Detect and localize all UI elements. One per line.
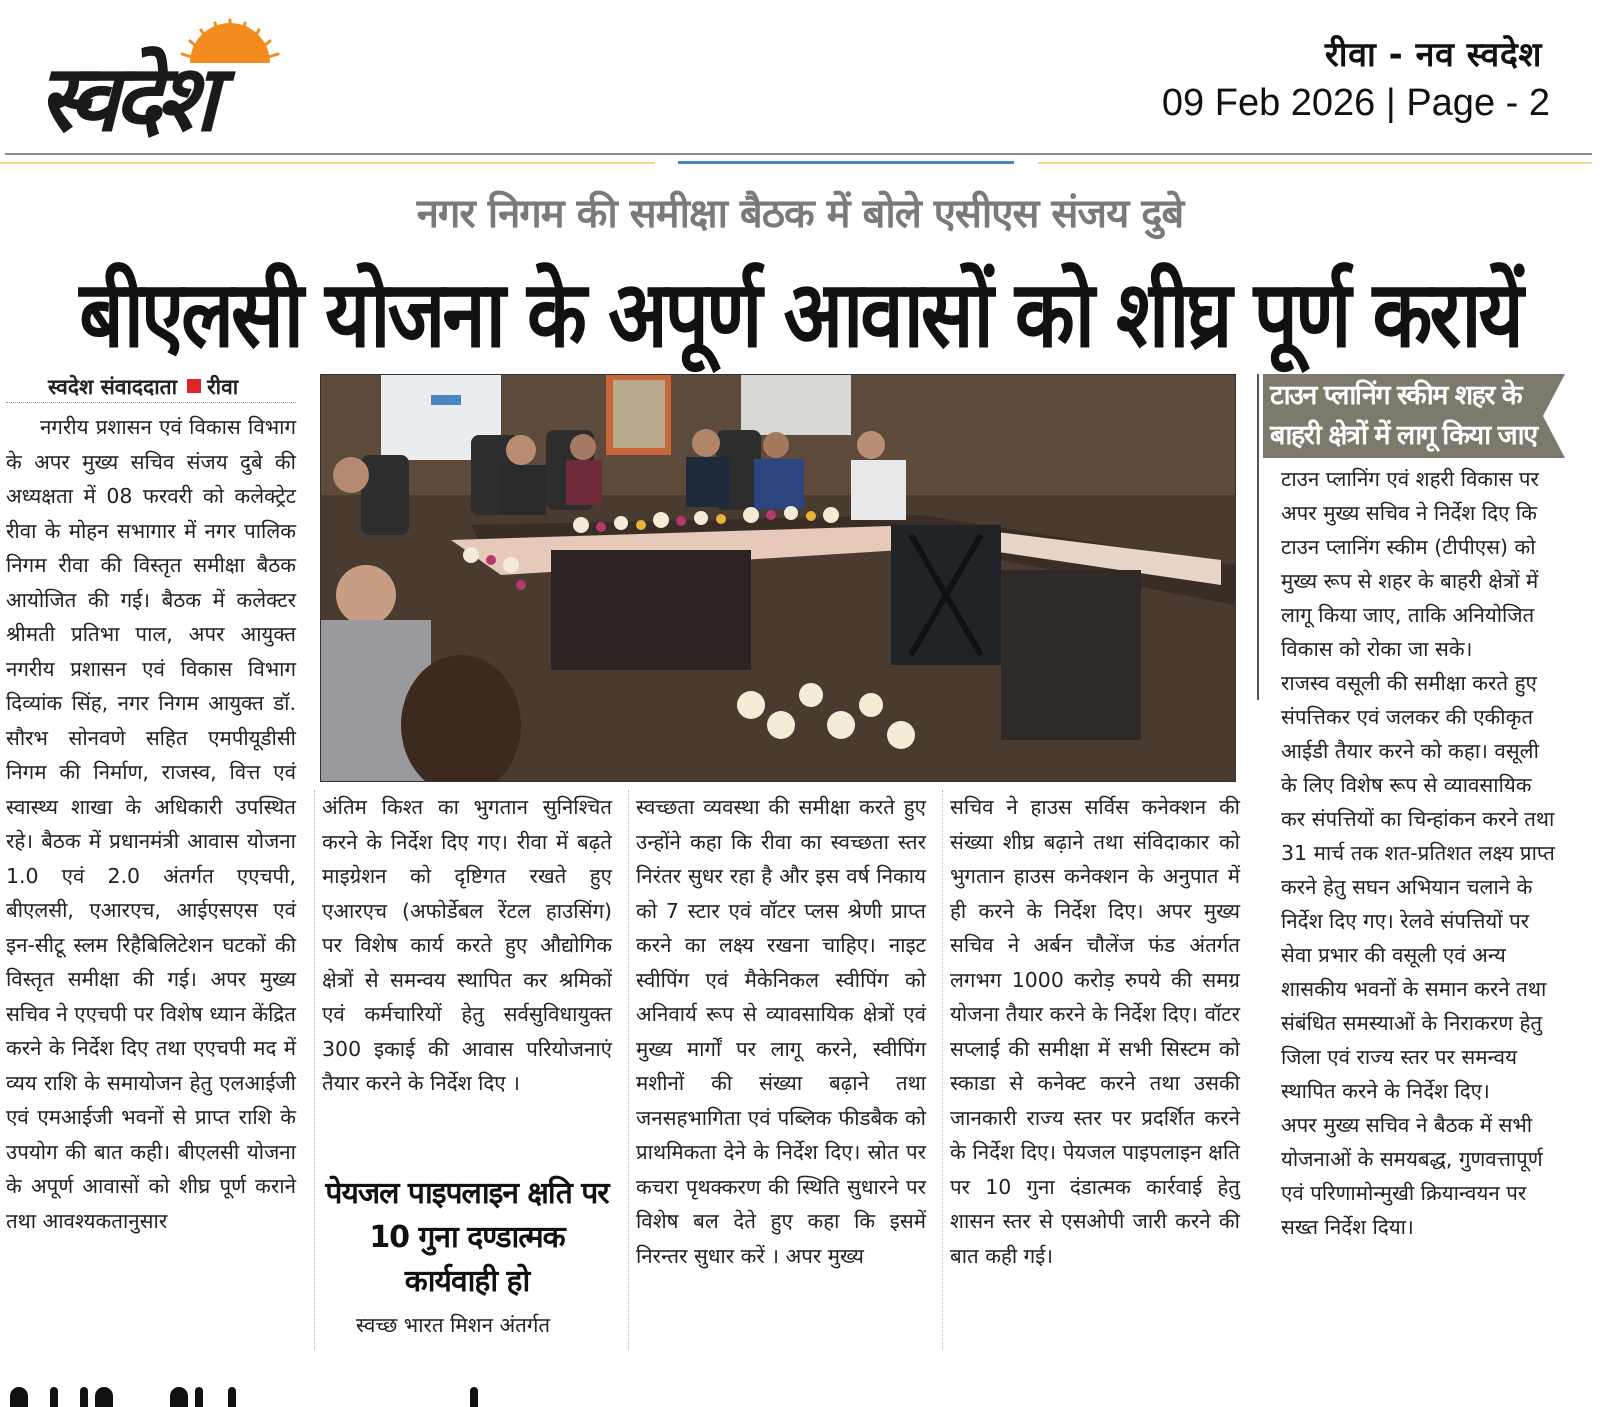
byline	[48, 373, 238, 401]
sidebar-heading-line-1: टाउन प्लानिंग स्कीम शहर के	[1270, 380, 1522, 411]
sidebar-heading-line-2: बाहरी क्षेत्रों में लागू किया जाए	[1270, 420, 1537, 451]
edition-name: रीवा - नव स्वदेश	[1324, 35, 1542, 75]
accent-rule-right	[1038, 162, 1592, 164]
masthead	[0, 0, 1600, 160]
article-column-2-continued: स्वच्छ भारत मिशन अंतर्गत	[356, 1313, 551, 1337]
article-column-1: नगरीय प्रशासन एवं विकास विभाग के अपर मुख्य सचिव संजय दुबे की अध्यक्षता में 08 फरवरी को कलेक्ट्रेट रीवा के मोहन सभागार में नगर पालिक निगम रीवा की विस्तृत समीक्षा बैठक आयोजित की गई। बैठक में कलेक्टर श्रीमती प्रतिभा पाल, अपर आयुक्त नगरीय प्रशासन एवं विकास विभाग दिव्यांक सिंह, नगर निगम आयुक्त डॉ. सौरभ सोनवणे सहित एमपीयूडीसी निगम की निर्माण, राजस्व, वित्त एवं स्वास्थ्य शाखा के अधिकारी उपस्थित रहे। बैठक में प्रधानमंत्री आवास योजना 1.0 एवं 2.0 अंतर्गत एएचपी, बीएलसी, एआरएच, आईएसएस एवं इन-सीटू स्लम रिहैबिलिटेशन घटकों की विस्तृत समीक्षा की गई। अपर मुख्य सचिव ने एएचपी पर विशेष ध्यान केंद्रित करने के निर्देश दिए तथा एएचपी मद में व्यय राशि के समायोजन हेतु एलआईजी एवं एमआईजी भवनों से प्राप्त राशि के उपयोग की बात कही। बीएलसी योजना के अपूर्ण आवासों को शीघ्र पूर्ण कराने तथा आवश्यकतानुसार	[6, 415, 296, 1233]
column-divider	[314, 790, 315, 1350]
sidebar-paragraph: राजस्व वसूली की समीक्षा करते हुए संपत्तिकर एवं जलकर की एकीकृत आईडी तैयार करने को कहा। वसूली के लिए विशेष रूप से व्यावसायिक कर संपत्तियों का चिन्हांकन करने तथा 31 मार्च तक शत-प्रतिशत लक्ष्य प्राप्त करने हेतु सघन अभियान चलाने के निर्देश दिए गए। रेलवे संपत्तियों पर सेवा प्रभार की वसूली एवं अन्य शासकीय भवनों के समान करने तथा संबंधित समस्याओं के निराकरण हेतु जिला एवं राज्य स्तर पर समन्वय स्थापित करने के निर्देश दिए।	[1281, 671, 1555, 1103]
sidebar-body	[1281, 462, 1561, 1244]
article-column-4: सचिव ने हाउस सर्विस कनेक्शन की संख्या शीघ्र बढ़ाने तथा संविदाकार को भुगतान हाउस कनेक्शन के अनुपात में ही करने के निर्देश दिए। अपर मुख्य सचिव ने अर्बन चौलेंज फंड अंतर्गत लगभग 1000 करोड़ रुपये की समग्र योजना तैयार करने के निर्देश दिए। वॉटर सप्लाई की समीक्षा में सभी सिस्टम को स्काडा से कनेक्ट करने तथा उसकी जानकारी राज्य स्तर पर प्रदर्शित करने के निर्देश दिए। पेयजल पाइपलाइन क्षति पर 10 गुना दंडात्मक कार्रवाई हेतु शासन स्तर से एसओपी जारी करने की बात कही गई।	[950, 795, 1240, 1268]
issue-date: 09 Feb 2026	[1161, 82, 1376, 124]
swadesh-logo	[30, 8, 400, 148]
accent-rule-center	[678, 161, 1014, 164]
masthead-rule	[5, 153, 1592, 155]
article-column-2: अंतिम किश्त का भुगतान सुनिश्चित करने के निर्देश दिए गए। रीवा में बढ़ते माइग्रेशन को दृष्टिगत रखते हुए एआरएच (अफोर्डेबल रेंटल हाउसिंग) पर विशेष कार्य करते हुए औद्योगिक क्षेत्रों से समन्वय स्थापित कर श्रमिकों एवं कर्मचारियों हेतु सर्वसुविधायुक्त 300 इकाई की आवास परियोजनाएं तैयार करने के निर्देश दिए ।	[322, 795, 612, 1095]
column-divider	[942, 790, 943, 1350]
accent-rule-left	[0, 162, 655, 164]
byline-author: स्वदेश संवाददाता	[48, 375, 178, 399]
article-kicker: नगर निगम की समीक्षा बैठक में बोले एसीएस संजय दुबे	[416, 191, 1184, 237]
sidebar-rule	[1257, 374, 1259, 700]
sidebar-paragraph: टाउन प्लानिंग एवं शहरी विकास पर अपर मुख्य सचिव ने निर्देश दिए कि टाउन प्लानिंग स्कीम (टीपीएस) को मुख्य रूप से शहर के बाहरी क्षेत्रों में लागू किया जाए, ताकि अनियोजित विकास को रोका जा सके।	[1281, 467, 1539, 661]
dateline	[1162, 82, 1550, 125]
dateline-separator: |	[1385, 82, 1407, 124]
sidebar-heading	[1270, 376, 1540, 456]
byline-marker-icon	[187, 379, 201, 393]
article-subhead: पेयजल पाइपलाइन क्षति पर 10 गुना दण्डात्मक कार्यवाही हो	[325, 1176, 609, 1299]
logo-wordmark: स्वदेश	[38, 45, 213, 148]
sidebar-paragraph: अपर मुख्य सचिव ने बैठक में सभी योजनाओं के समयबद्ध, गुणवत्तापूर्ण एवं परिणामोन्मुखी क्रियान्वयन पर सख्त निर्देश दिया।	[1281, 1113, 1543, 1239]
column-divider	[628, 790, 629, 1350]
byline-location: रीवा	[207, 375, 239, 399]
article-headline: बीएलसी योजना के अपूर्ण आवासों को शीघ्र पूर्ण करायें	[79, 262, 1521, 369]
page-label: Page -	[1406, 82, 1519, 124]
byline-divider	[6, 402, 296, 403]
article-column-3: स्वच्छता व्यवस्था की समीक्षा करते हुए उन्होंने कहा कि रीवा का स्वच्छता स्तर निरंतर सुधर रहा है और इस वर्ष निकाय को 7 स्टार एवं वॉटर प्लस श्रेणी प्राप्त करने का लक्ष्य रखना चाहिए। नाइट स्वीपिंग एवं मैकेनिकल स्वीपिंग को अनिवार्य रूप से व्यावसायिक क्षेत्रों एवं मुख्य मार्गों पर लागू करने, स्वीपिंग मशीनों की संख्या बढ़ाने तथा जनसहभागिता एवं पब्लिक फीडबैक को प्राथमिकता देने के निर्देश दिए। स्रोत पर कचरा पृथक्करण की स्थिति सुधारने पर विशेष बल देते हुए कहा कि इसमें निरन्तर सुधार करें । अपर मुख्य	[636, 795, 926, 1268]
next-article-headline-cropped	[0, 1375, 1600, 1407]
meeting-photo-illustration	[321, 375, 1235, 781]
page-number: 2	[1528, 82, 1550, 124]
meeting-photo	[320, 374, 1236, 782]
